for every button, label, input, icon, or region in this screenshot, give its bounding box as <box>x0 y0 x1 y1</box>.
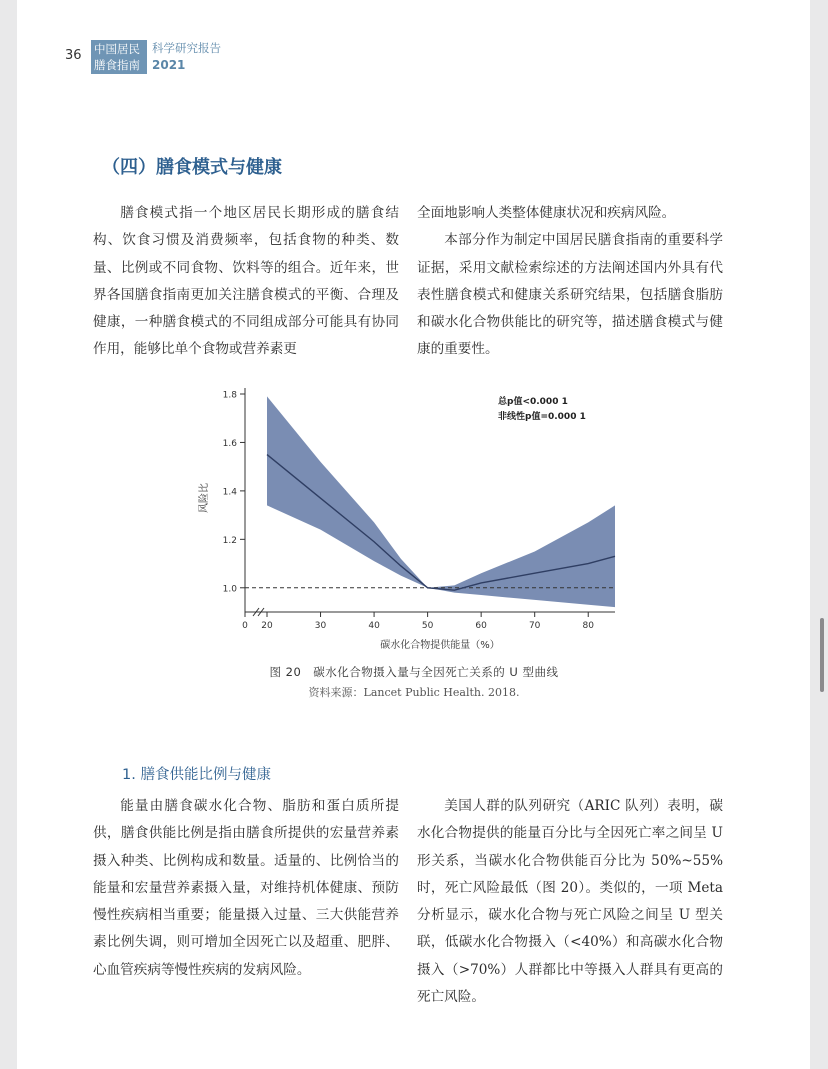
x-axis-label: 碳水化合物提供能量（%） <box>380 640 500 651</box>
intro-left-paragraph: 膳食模式指一个地区居民长期形成的膳食结构、饮食习惯及消费频率，包括食物的种类、数量、比例或不同食物、饮料等的组合。近年来，世界各国膳食指南更加关注膳食模式的平衡、合理及健康，一种膳食模式的不同组成部分可能具有协同作用，能够比单个食物或营养素更 <box>93 205 399 358</box>
book-logo <box>91 40 147 74</box>
nonlinear-p-annotation: 非线性p值=0.000 1 <box>498 412 586 422</box>
logo-line-1: 中国居民 <box>94 42 140 56</box>
x-tick-label: 30 <box>314 621 327 631</box>
x-tick-label: 60 <box>475 621 487 631</box>
header-year: 2021 <box>152 58 186 72</box>
x-tick-label: 20 <box>261 621 273 631</box>
y-axis-label: 风险比 <box>199 483 210 513</box>
x-tick-label: 70 <box>528 621 541 631</box>
y-tick-label: 1.4 <box>222 487 237 498</box>
intro-right-paragraph-1: 全面地影响人类整体健康状况和疾病风险。 <box>417 205 676 221</box>
body-right-column <box>417 793 723 1011</box>
section-title: （四）膳食模式与健康 <box>102 157 282 178</box>
logo-line-2: 膳食指南 <box>94 58 140 72</box>
x-tick-label: 40 <box>368 621 380 631</box>
subsection-title: 1. 膳食供能比例与健康 <box>122 767 271 783</box>
hazard-ratio-chart <box>195 382 635 662</box>
body-left-column <box>93 793 399 984</box>
body-left-paragraph: 能量由膳食碳水化合物、脂肪和蛋白质所提供，膳食供能比例是指由膳食所提供的宏量营养素摄入种类、比例构成和数量。适量的、比例恰当的能量和宏量营养素摄入量，对维持机体健康、预防慢性疾病相当重要；能量摄入过量、三大供能营养素比例失调，则可增加全因死亡以及超重、肥胖、心血管疾病等慢性疾病的发病风险。 <box>93 798 399 978</box>
y-tick-label: 1.6 <box>222 438 237 449</box>
y-tick-label: 1.0 <box>222 584 237 595</box>
figure-caption: 图 20 碳水化合物摄入量与全因死亡关系的 U 型曲线 <box>269 665 559 679</box>
intro-left-column <box>93 200 399 364</box>
body-right-paragraph: 美国人群的队列研究（ARIC 队列）表明，碳水化合物提供的能量百分比与全因死亡率之间呈 U 形关系，当碳水化合物供能百分比为 50%~55% 时，死亡风险最低（图 20）。类似的，一项 Meta 分析显示，碳水化合物与死亡风险之间呈 U 型关联，低碳水化合物摄入（<40%）和高碳水化合物摄入（>70%）人群都比中等摄入人群具有更高的死亡风险。 <box>417 798 723 1006</box>
x-tick-label: 80 <box>582 621 594 631</box>
page-number: 36 <box>65 48 82 63</box>
scrollbar-thumb[interactable] <box>820 618 824 692</box>
confidence-band <box>267 396 615 607</box>
figure-source: 资料来源：Lancet Public Health. 2018. <box>308 686 520 699</box>
x-tick-label: 0 <box>242 621 248 631</box>
header-subtitle: 科学研究报告 <box>152 41 221 55</box>
header-title <box>152 40 221 73</box>
p-value-annotation: 总p值<0.000 1 <box>498 397 568 407</box>
intro-right-column <box>417 200 723 364</box>
y-tick-label: 1.8 <box>222 390 237 401</box>
intro-right-paragraph-2: 本部分作为制定中国居民膳食指南的重要科学证据，采用文献检索综述的方法阐述国内外具有代表性膳食模式和健康关系研究结果，包括膳食脂肪和碳水化合物供能比的研究等，描述膳食模式与健康的重要性。 <box>417 232 723 358</box>
x-tick-label: 50 <box>421 621 434 631</box>
y-tick-label: 1.2 <box>222 535 237 546</box>
